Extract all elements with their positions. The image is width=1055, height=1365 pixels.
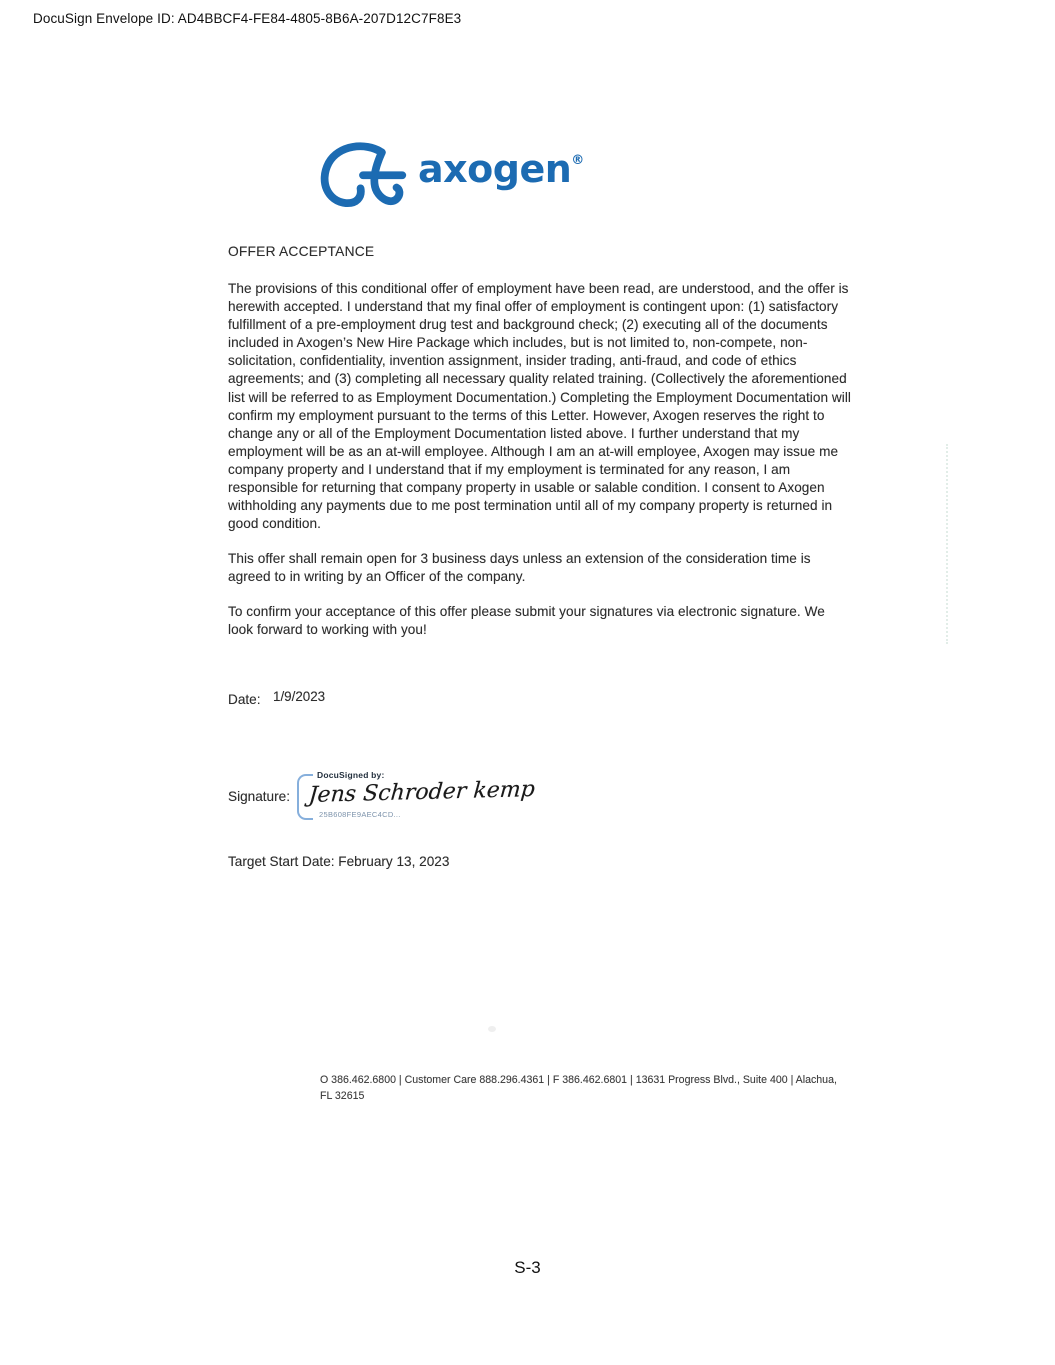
registered-trademark-icon: ® xyxy=(571,153,585,168)
target-start-date-line: Target Start Date: February 13, 2023 xyxy=(228,854,450,869)
body-paragraph-1: The provisions of this conditional offer of employment have been read, are understood, and the offer is herewith accepted. I understand that my final offer of employment is contingent upon: (1) satisfactory fulfillment of a pre-employment drug test and background check; (2) executing all of the documents included in Axogen’s New Hire Package which includes, but is not limited to, non-compete, non-solicitation, confidentiality, invention assignment, insider trading, anti-fraud, and code of ethics agreements; and (3) completing all necessary quality related training. (Collectively the aforementioned list will be referred to as Employment Documentation.) Completing the Employment Documentation will confirm my employment pursuant to the terms of this Letter. However, Axogen reserves the right to change any or all of the Employment Documentation listed above. I further understand that my employment will be as an at-will employee. Although I am an at-will employee, Axogen may issue me company property and I understand that if my employment is terminated for any reason, I am responsible for returning that company property in usable or salable condition. I consent to Axogen withholding any payments due to me post termination until all of my company property is returned in good condition. xyxy=(228,281,851,532)
axogen-logo xyxy=(318,138,584,224)
footer-contact-line: O 386.462.6800 | Customer Care 888.296.4361 | F 386.462.6801 | 13631 Progress Blvd., Suite 400 | Alachua, FL 32615 xyxy=(320,1074,837,1102)
page-number: S-3 xyxy=(514,1258,541,1277)
axogen-wordmark-text: axogen xyxy=(418,147,572,191)
body-paragraph-3: To confirm your acceptance of this offer please submit your signatures via electronic signature. We look forward to working with you! xyxy=(228,604,825,638)
offer-acceptance-heading: OFFER ACCEPTANCE xyxy=(228,244,375,259)
scan-artifact-line xyxy=(946,444,948,644)
axogen-logo-icon xyxy=(318,138,408,224)
docusign-signature-id: 25B608FE9AEC4CD... xyxy=(319,810,401,819)
axogen-wordmark xyxy=(418,147,585,191)
scan-smudge xyxy=(488,1026,496,1032)
body-paragraph-2: This offer shall remain open for 3 business days unless an extension of the consideration time is agreed to in writing by an Officer of the company. xyxy=(228,551,811,585)
date-label: Date: xyxy=(228,692,261,707)
docusigned-by-label: DocuSigned by: xyxy=(317,770,385,780)
docusign-envelope-id: DocuSign Envelope ID: AD4BBCF4-FE84-4805-8B6A-207D12C7F8E3 xyxy=(33,11,462,26)
signature-handwriting: Jens Schroder kemp xyxy=(307,777,536,808)
docusign-signature-stamp xyxy=(297,768,536,826)
signature-label: Signature: xyxy=(228,789,290,804)
date-value: 1/9/2023 xyxy=(273,689,326,704)
